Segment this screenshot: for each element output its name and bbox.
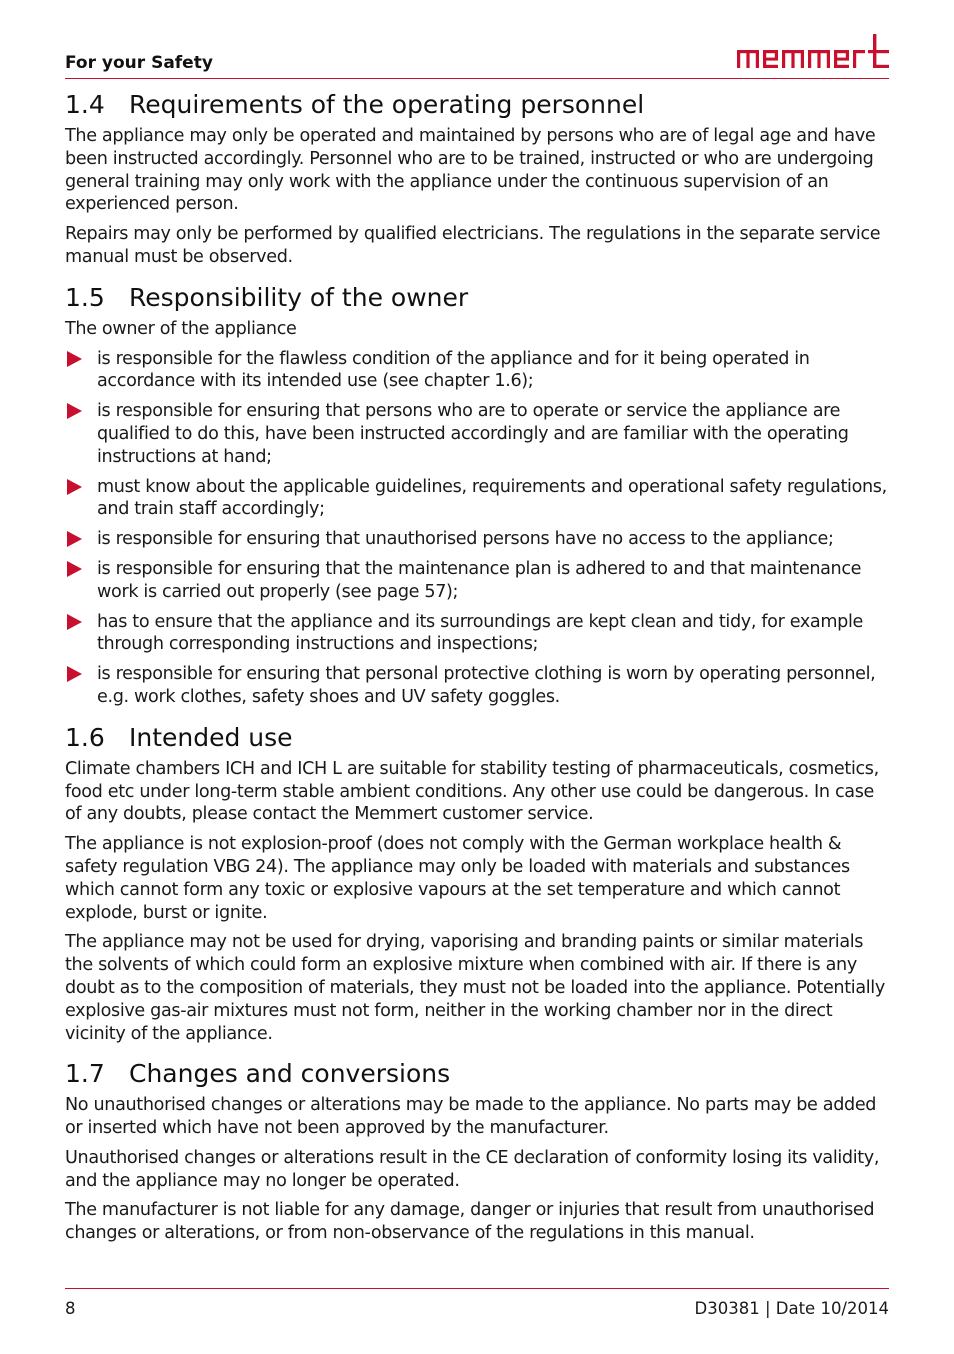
bullet-triangle-icon	[67, 479, 82, 495]
paragraph: Climate chambers ICH and ICH L are suitable for stability testing of pharmaceuticals, cosmetics, food etc under long-term stable ambient conditions. Any other use could be dangerous. In case of any doubts, please contact the Memmert customer service.	[65, 758, 879, 825]
memmert-logo	[737, 32, 889, 74]
section-number: 1.5	[65, 282, 105, 312]
page-header	[65, 30, 889, 79]
section-number: 1.4	[65, 90, 105, 119]
bullet-triangle-icon	[67, 614, 82, 630]
list-item	[65, 611, 889, 657]
bullet-triangle-icon	[67, 531, 82, 547]
list-item-text: is responsible for ensuring that the maintenance plan is adhered to and that maintenance work is carried out properly (see page 57);	[97, 558, 862, 602]
list-item	[65, 400, 889, 468]
list-item-text: is responsible for the flawless condition of the appliance and for it being operated in accordance with its intended use (see chapter 1.6);	[97, 348, 810, 392]
list-item	[65, 558, 889, 604]
paragraph: The appliance may not be used for drying, vaporising and branding paints or similar materials the solvents of which could form an explosive mixture when combined with air. If there is any doubt as to the composition of materials, they must not be loaded into the appliance. Potentially explosive gas-air mixtures must not form, neither in the working chamber nor in the direct vicinity of the appliance.	[65, 932, 885, 1044]
paragraph: Unauthorised changes or alterations result in the CE declaration of conformity losing its validity, and the appliance may no longer be operated.	[65, 1147, 880, 1191]
section-heading	[65, 1059, 889, 1088]
paragraph: The appliance may only be operated and maintained by persons who are of legal age and have been instructed accordingly. Personnel who are to be trained, instructed or who are undergoing general training may only work with the appliance under the continuous supervision of an experienced person.	[65, 126, 876, 215]
list-item-text: is responsible for ensuring that persons who are to operate or service the appliance are qualified to do this, have been instructed accordingly and are familiar with the operating instructions at hand;	[97, 401, 849, 467]
list-item-text: is responsible for ensuring that unauthorised persons have no access to the appliance;	[97, 529, 834, 550]
section-heading	[65, 283, 889, 312]
section-1-7	[65, 1059, 889, 1245]
bullet-triangle-icon	[67, 403, 82, 419]
list-item-text: must know about the applicable guidelines, requirements and operational safety regulations, and train staff accordingly;	[97, 476, 887, 520]
section-title: Changes and conversions	[129, 1059, 451, 1089]
section-number: 1.7	[65, 1059, 105, 1089]
section-1-4	[65, 90, 889, 269]
section-title: Intended use	[129, 722, 293, 752]
section-heading	[65, 723, 889, 752]
paragraph: The owner of the appliance	[65, 318, 297, 339]
responsibility-list	[65, 348, 889, 709]
page-number: 8	[65, 1299, 76, 1318]
bullet-triangle-icon	[67, 666, 82, 682]
list-item-text: is responsible for ensuring that personal protective clothing is worn by operating personnel, e.g. work clothes, safety shoes and UV safety goggles.	[97, 664, 876, 707]
paragraph: The appliance is not explosion-proof (does not comply with the German workplace health & safety regulation VBG 24). The appliance may only be loaded with materials and substances which cannot form any toxic or explosive vapours at the set temperature and which cannot explode, burst or ignite.	[65, 834, 850, 923]
paragraph: No unauthorised changes or alterations may be made to the appliance. No parts may be added or inserted which have not been approved by the manufacturer.	[65, 1095, 877, 1139]
bullet-triangle-icon	[67, 351, 82, 367]
section-title: Responsibility of the owner	[129, 282, 469, 312]
list-item-text: has to ensure that the appliance and its surroundings are kept clean and tidy, for example through corresponding instructions and inspections;	[97, 611, 863, 655]
list-item	[65, 476, 889, 522]
page-content	[65, 90, 889, 1259]
list-item	[65, 663, 889, 709]
bullet-triangle-icon	[67, 561, 82, 577]
section-number: 1.6	[65, 722, 105, 752]
page-footer	[65, 1288, 889, 1318]
list-item	[65, 528, 889, 551]
document-reference: D30381 | Date 10/2014	[694, 1299, 889, 1318]
section-heading	[65, 90, 889, 119]
header-section-title: For your Safety	[65, 53, 213, 73]
paragraph: The manufacturer is not liable for any damage, danger or injuries that result from unauthorised changes or alterations, or from non-observance of the regulations in this manual.	[65, 1200, 875, 1244]
section-1-5	[65, 283, 889, 709]
section-title: Requirements of the operating personnel	[129, 90, 645, 119]
section-1-6	[65, 723, 889, 1046]
paragraph: Repairs may only be performed by qualified electricians. The regulations in the separate service manual must be observed.	[65, 224, 881, 267]
list-item	[65, 348, 889, 394]
